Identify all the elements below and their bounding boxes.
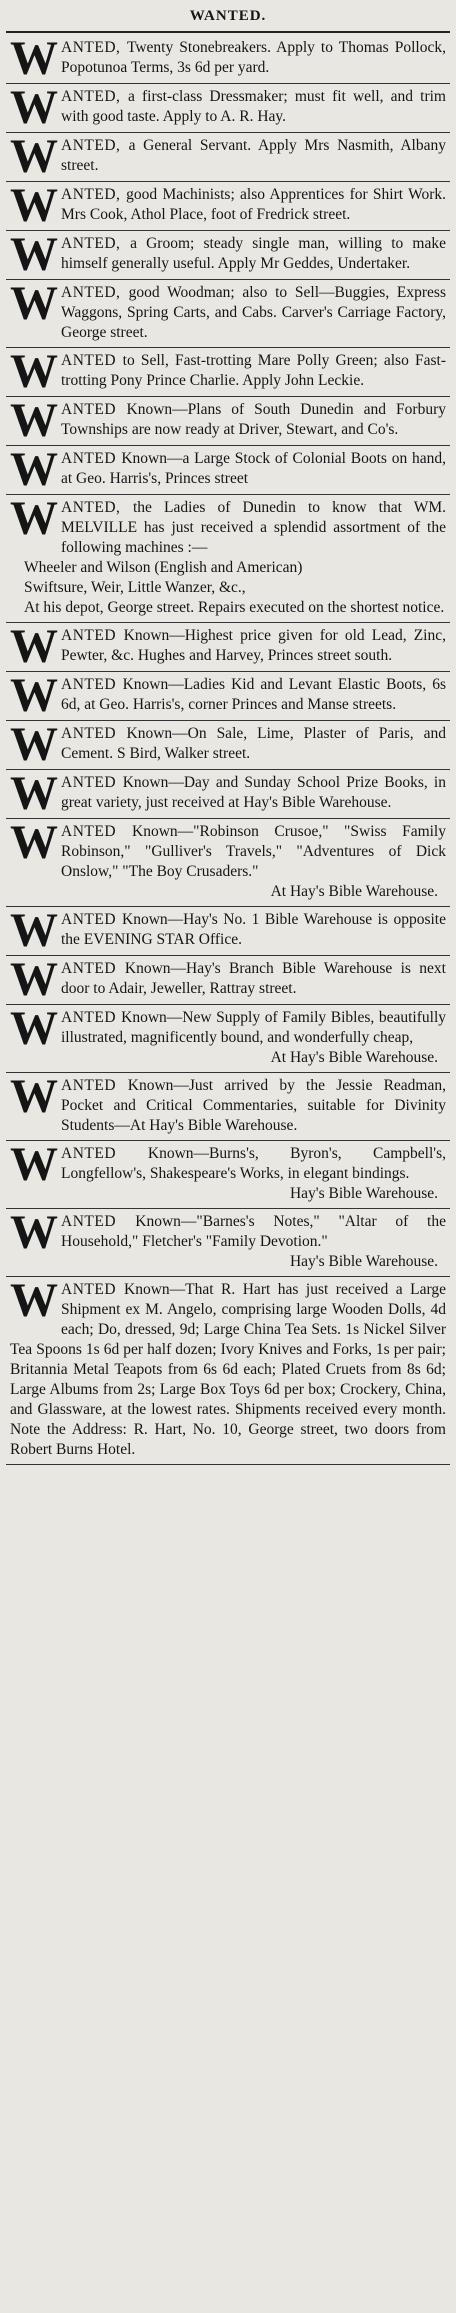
- ad-text: Known—Ladies Kid and Levant Elastic Boots, 6s 6d, at Geo. Harris's, corner Princes and Manse streets.: [61, 676, 446, 713]
- classified-ad: [6, 1274, 450, 1465]
- classified-ad: [6, 718, 450, 771]
- classified-ad: [6, 228, 450, 281]
- ad-text: Known—Highest price given for old Lead, Zinc, Pewter, &c. Hughes and Harvey, Princes street south.: [61, 627, 446, 664]
- ad-heading: ANTED: [61, 676, 123, 693]
- drop-cap-letter: W: [10, 904, 58, 957]
- ad-heading: ANTED: [61, 1009, 122, 1026]
- ad-signature: At Hay's Bible Warehouse.: [270, 1049, 438, 1066]
- drop-cap-letter: W: [10, 816, 58, 869]
- ad-heading: ANTED,: [61, 39, 127, 56]
- classified-ad: [6, 32, 450, 85]
- drop-cap-letter: W: [10, 767, 58, 820]
- ad-heading: ANTED: [61, 774, 123, 791]
- ad-heading: ANTED: [61, 450, 122, 467]
- ad-text: Wheeler and Wilson (English and American): [24, 559, 303, 576]
- ad-heading: ANTED: [61, 911, 123, 928]
- ad-heading: ANTED: [61, 352, 123, 369]
- ad-text: Known—a Large Stock of Colonial Boots on hand, at Geo. Harris's, Princes street: [61, 450, 446, 487]
- drop-cap-letter: W: [10, 277, 58, 330]
- ad-text: the Ladies of Dunedin to know that WM. MELVILLE has just received a splendid assortment of the following machines :—: [61, 499, 446, 556]
- classified-ad: [6, 81, 450, 134]
- ad-heading: ANTED: [61, 960, 125, 977]
- ad-heading: ANTED: [61, 627, 124, 644]
- ad-heading: ANTED,: [61, 235, 131, 252]
- drop-cap-letter: W: [10, 1138, 58, 1191]
- classified-ad: [6, 767, 450, 820]
- classified-ad: [6, 669, 450, 722]
- classified-ad: [6, 492, 450, 623]
- ad-heading: ANTED,: [61, 137, 129, 154]
- ad-signature: Hay's Bible Warehouse.: [289, 1185, 438, 1202]
- drop-cap-letter: W: [10, 81, 58, 134]
- ad-text: Known—Plans of South Dunedin and Forbury Townships are now ready at Driver, Stewart, and Co's.: [61, 401, 446, 438]
- ad-heading: ANTED: [61, 725, 127, 742]
- ad-text: Known—New Supply of Family Bibles, beautifully illustrated, magnificently bound, and wonderfully cheap,: [61, 1009, 446, 1046]
- classified-ad: [6, 1206, 450, 1277]
- ad-text: Known—"Robinson Crusoe," "Swiss Family Robinson," "Gulliver's Travels," "Adventures of Dick Onslow," "The Boy Crusaders.": [61, 823, 446, 880]
- header-rule: [6, 31, 450, 33]
- ad-text: Twenty Stonebreakers. Apply to Thomas Pollock, Popotunoa Terms, 3s 6d per yard.: [61, 39, 446, 76]
- classified-ad: [6, 130, 450, 183]
- drop-cap-letter: W: [10, 394, 58, 447]
- classified-ad: [6, 443, 450, 496]
- drop-cap-letter: W: [10, 130, 58, 183]
- ad-heading: ANTED,: [61, 88, 129, 105]
- ad-text: a first-class Dressmaker; must fit well, and trim with good taste. Apply to A. R. Hay.: [61, 88, 446, 125]
- ad-heading: ANTED: [61, 1281, 125, 1298]
- ad-text: good Machinists; also Apprentices for Shirt Work. Mrs Cook, Athol Place, foot of Fredrick street.: [61, 186, 446, 223]
- ad-text: Swiftsure, Weir, Little Wanzer, &c.,: [24, 579, 246, 596]
- drop-cap-letter: W: [10, 1070, 58, 1123]
- drop-cap-letter: W: [10, 228, 58, 281]
- classified-ad: [6, 1138, 450, 1209]
- ad-text: Known—Burns's, Byron's, Campbell's, Longfellow's, Shakespeare's Works, in elegant bindings.: [61, 1145, 446, 1182]
- ad-heading: ANTED: [61, 1213, 136, 1230]
- ad-heading: ANTED: [61, 1145, 148, 1162]
- ad-signature: At Hay's Bible Warehouse.: [270, 883, 438, 900]
- classified-ad: [6, 1070, 450, 1141]
- drop-cap-letter: W: [10, 1274, 58, 1327]
- ad-text: Known—Just arrived by the Jessie Readman, Pocket and Critical Commentaries, suitable for Divinity Students—At Hay's Bible Warehouse.: [61, 1077, 446, 1134]
- ad-text: Known—Hay's Branch Bible Warehouse is next door to Adair, Jeweller, Rattray street.: [61, 960, 446, 997]
- drop-cap-letter: W: [10, 345, 58, 398]
- classified-ad: [6, 904, 450, 957]
- classified-ad: [6, 277, 450, 348]
- ad-heading: ANTED,: [61, 186, 127, 203]
- ad-text: to Sell, Fast-trotting Mare Polly Green; also Fast-trotting Pony Prince Charlie. Apply John Leckie.: [61, 352, 446, 389]
- column-header: WANTED.: [189, 8, 267, 24]
- ad-heading: ANTED: [61, 823, 133, 840]
- ad-text: Known—That R. Hart has just received a Large Shipment ex M. Angelo, comprising large Wooden Dolls, 4d each; Do, dressed, 9d; Large China Tea Sets. 1s Nickel Silver Tea Spoons 1s 6d per half dozen; Ivory Knives and Forks, 1s per pair; Britannia Metal Teapots from 6s 6d each; Plated Cruets from 8s 6d; Large Albums from 2s; Large Box Toys 6d per box; Crockery, China, and Glassware, at the lowest rates. Shipments received every month. Note the Address: R. Hart, No. 10, George street, two doors from Robert Burns Hotel.: [10, 1281, 446, 1458]
- ad-text: Known—On Sale, Lime, Plaster of Paris, and Cement. S Bird, Walker street.: [61, 725, 446, 762]
- classified-ad: [6, 179, 450, 232]
- ad-text: good Woodman; also to Sell—Buggies, Express Waggons, Spring Carts, and Cabs. Carver's Carriage Factory, George street.: [61, 284, 446, 341]
- ad-text: a General Servant. Apply Mrs Nasmith, Albany street.: [61, 137, 446, 174]
- drop-cap-letter: W: [10, 953, 58, 1006]
- ad-text: a Groom; steady single man, willing to make himself generally useful. Apply Mr Geddes, Undertaker.: [61, 235, 446, 272]
- classified-ad: [6, 1002, 450, 1073]
- ad-text: Known—"Barnes's Notes," "Altar of the Household," Fletcher's "Family Devotion.": [61, 1213, 446, 1250]
- drop-cap-letter: W: [10, 1002, 58, 1055]
- classified-ads-list: [6, 32, 450, 1465]
- drop-cap-letter: W: [10, 669, 58, 722]
- classified-ad: [6, 394, 450, 447]
- drop-cap-letter: W: [10, 179, 58, 232]
- drop-cap-letter: W: [10, 718, 58, 771]
- ad-heading: ANTED: [61, 1077, 128, 1094]
- drop-cap-letter: W: [10, 32, 58, 85]
- classified-ad: [6, 345, 450, 398]
- drop-cap-letter: W: [10, 443, 58, 496]
- classified-ad: [6, 620, 450, 673]
- drop-cap-letter: W: [10, 620, 58, 673]
- ad-heading: ANTED,: [61, 284, 129, 301]
- ad-heading: ANTED: [61, 401, 127, 418]
- ad-text: Known—Day and Sunday School Prize Books, in great variety, just received at Hay's Bible Warehouse.: [61, 774, 446, 811]
- ad-text: At his depot, George street. Repairs executed on the shortest notice.: [24, 599, 445, 616]
- ad-signature: Hay's Bible Warehouse.: [289, 1253, 438, 1270]
- ad-text: Known—Hay's No. 1 Bible Warehouse is opposite the EVENING STAR Office.: [61, 911, 446, 948]
- ad-heading: ANTED,: [61, 499, 133, 516]
- classified-ad: [6, 816, 450, 907]
- classified-ad: [6, 953, 450, 1006]
- drop-cap-letter: W: [10, 1206, 58, 1259]
- drop-cap-letter: W: [10, 492, 58, 545]
